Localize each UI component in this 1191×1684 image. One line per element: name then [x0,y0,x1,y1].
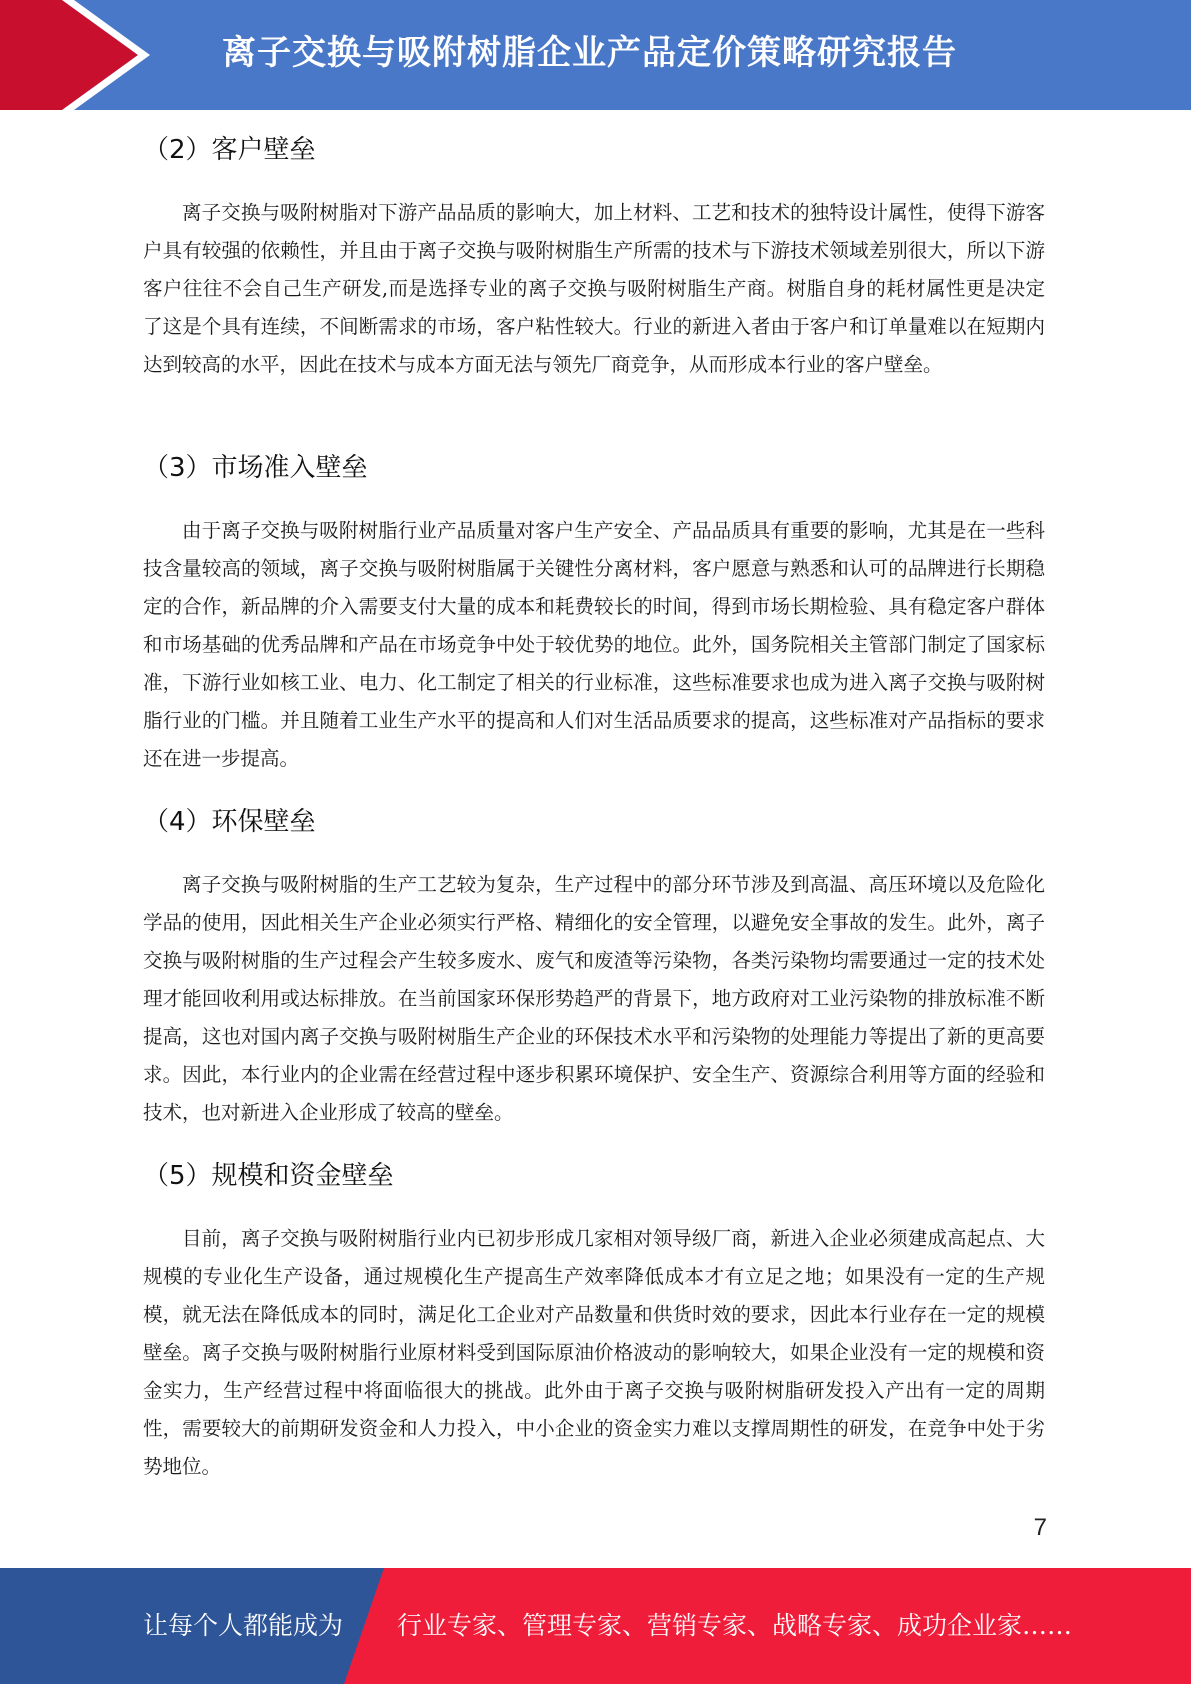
section-heading: （4）环保壁垒 [143,807,316,837]
section-market-access-barrier [143,438,1045,778]
section-paragraph: 目前，离子交换与吸附树脂行业内已初步形成几家相对领导级厂商，新进入企业必须建成高起点、大规模的专业化生产设备，通过规模化生产提高生产效率降低成本才有立足之地；如果没有一定的生产规模，就无法在降低成本的同时，满足化工企业对产品数量和供货时效的要求，因此本行业存在一定的规模壁垒。离子交换与吸附树脂行业原材料受到国际原油价格波动的影响较大，如果企业没有一定的规模和资金实力，生产经营过程中将面临很大的挑战。此外由于离子交换与吸附树脂研发投入产出有一定的周期性，需要较大的前期研发资金和人力投入，中小企业的资金实力难以支撑周期性的研发，在竞争中处于劣势地位。 [143,1227,1045,1478]
section-customer-barrier [143,120,1045,384]
section-scale-capital-barrier [143,1146,1045,1486]
section-heading: （3）市场准入壁垒 [143,453,368,483]
section-environmental-barrier [143,792,1045,1132]
report-title: 离子交换与吸附树脂企业产品定价策略研究报告 [222,33,957,73]
header-chevron-decoration [0,0,150,110]
section-paragraph: 离子交换与吸附树脂的生产工艺较为复杂，生产过程中的部分环节涉及到高温、高压环境以及危险化学品的使用，因此相关生产企业必须实行严格、精细化的安全管理，以避免安全事故的发生。此外，离子交换与吸附树脂的生产过程会产生较多废水、废气和废渣等污染物，各类污染物均需要通过一定的技术处理才能回收利用或达标排放。在当前国家环保形势趋严的背景下，地方政府对工业污染物的排放标准不断提高，这也对国内离子交换与吸附树脂生产企业的环保技术水平和污染物的处理能力等提出了新的更高要求。因此，本行业内的企业需在经营过程中逐步积累环境保护、安全生产、资源综合利用等方面的经验和技术，也对新进入企业形成了较高的壁垒。 [143,873,1045,1124]
footer-slogan-right: 行业专家、管理专家、营销专家、战略专家、成功企业家…… [397,1611,1073,1640]
header-banner [0,0,1191,110]
section-heading: （2）客户壁垒 [143,135,316,165]
section-paragraph: 由于离子交换与吸附树脂行业产品质量对客户生产安全、产品品质具有重要的影响，尤其是在一些科技含量较高的领域，离子交换与吸附树脂属于关键性分离材料，客户愿意与熟悉和认可的品牌进行长期稳定的合作，新品牌的介入需要支付大量的成本和耗费较长的时间，得到市场长期检验、具有稳定客户群体和市场基础的优秀品牌和产品在市场竞争中处于较优势的地位。此外，国务院相关主管部门制定了国家标准，下游行业如核工业、电力、化工制定了相关的行业标准，这些标准要求也成为进入离子交换与吸附树脂行业的门槛。并且随着工业生产水平的提高和人们对生活品质要求的提高，这些标准对产品指标的要求还在进一步提高。 [143,519,1045,770]
section-heading: （5）规模和资金壁垒 [143,1161,394,1191]
section-paragraph: 离子交换与吸附树脂对下游产品品质的影响大，加上材料、工艺和技术的独特设计属性，使得下游客户具有较强的依赖性，并且由于离子交换与吸附树脂生产所需的技术与下游技术领域差别很大，所以下游客户往往不会自己生产研发,而是选择专业的离子交换与吸附树脂生产商。树脂自身的耗材属性更是决定了这是个具有连续，不间断需求的市场，客户粘性较大。行业的新进入者由于客户和订单量难以在短期内达到较高的水平，因此在技术与成本方面无法与领先厂商竞争，从而形成本行业的客户壁垒。 [143,201,1045,376]
page-number: 7 [1033,1514,1047,1541]
footer-slogan-left: 让每个人都能成为 [143,1611,344,1640]
footer-banner [0,1568,1191,1684]
